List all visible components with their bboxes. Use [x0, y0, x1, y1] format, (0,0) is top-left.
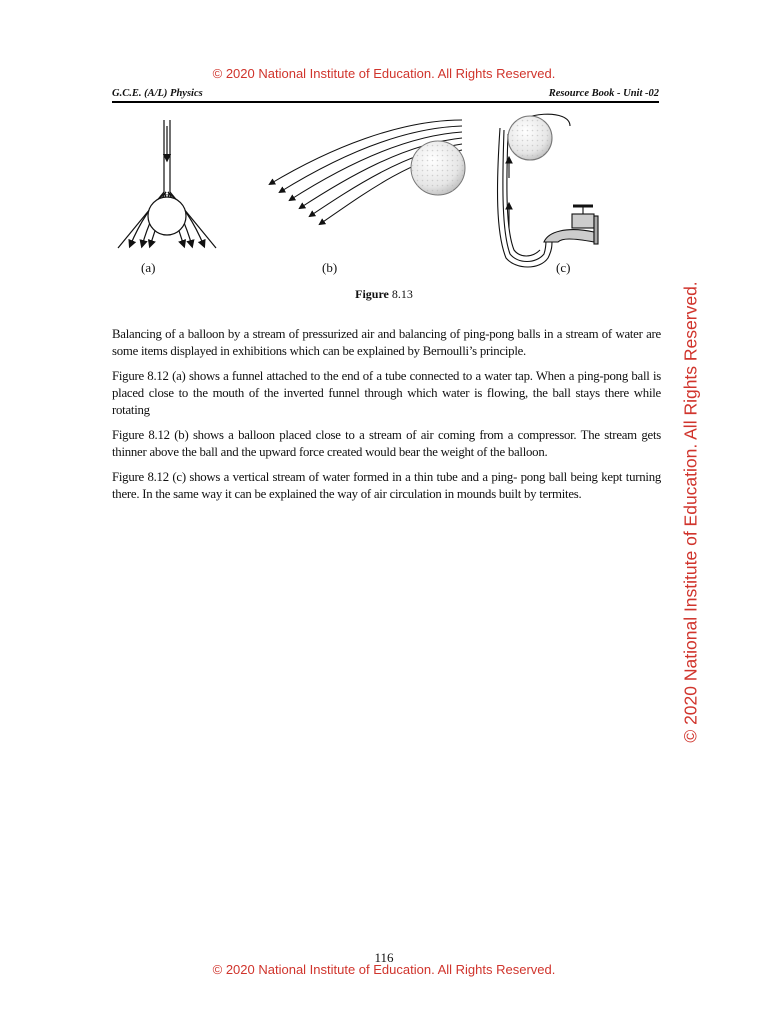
- figure-label-b: (b): [322, 260, 338, 275]
- figure-caption: [0, 287, 768, 302]
- paragraph: Figure 8.12 (b) shows a balloon placed close to a stream of air coming from a compressor. The stream gets thinner above the ball and the upward force created would bear the weight of the balloon.: [112, 428, 661, 459]
- copyright-notice-bottom: © 2020 National Institute of Education. All Rights Reserved.: [212, 962, 556, 977]
- header-unit: Resource Book - Unit -02: [548, 88, 659, 99]
- funnel-ball-diagram: [118, 120, 216, 248]
- paragraph: Figure 8.12 (c) shows a vertical stream of water formed in a thin tube and a ping- pong ball being kept turning there. In the same way it can be explained the way of air circulation in mounds built by termites.: [112, 470, 661, 501]
- page-number: 116: [374, 950, 394, 965]
- tube-tap-ball-diagram: [498, 114, 598, 267]
- figure-illustration: [100, 108, 660, 288]
- figure-label-a: (a): [141, 260, 156, 275]
- copyright-notice-side: © 2020 National Institute of Education. All Rights Reserved.: [680, 281, 701, 743]
- running-header: [112, 88, 659, 99]
- body-text: [112, 326, 661, 511]
- paragraph: Balancing of a balloon by a stream of pressurized air and balancing of ping-pong balls in a stream of water are some items displayed in exhibitions which can be explained by Bernoulli’s principle.: [112, 327, 661, 358]
- air-stream-balloon-diagram: [270, 120, 465, 224]
- header-subject: G.C.E. (A/L) Physics: [112, 88, 203, 99]
- figure-8-13: [100, 108, 660, 308]
- header-rule: [112, 101, 659, 103]
- caption-label: Figure: [355, 287, 389, 301]
- copyright-notice-top: © 2020 National Institute of Education. All Rights Reserved.: [212, 66, 556, 81]
- paragraph: Figure 8.12 (a) shows a funnel attached to the end of a tube connected to a water tap. When a ping-pong ball is placed close to the mouth of the inverted funnel through which water is flowing, the ball stays there while rotating: [112, 369, 661, 417]
- figure-label-c: (c): [556, 260, 571, 275]
- caption-number: 8.13: [388, 287, 413, 301]
